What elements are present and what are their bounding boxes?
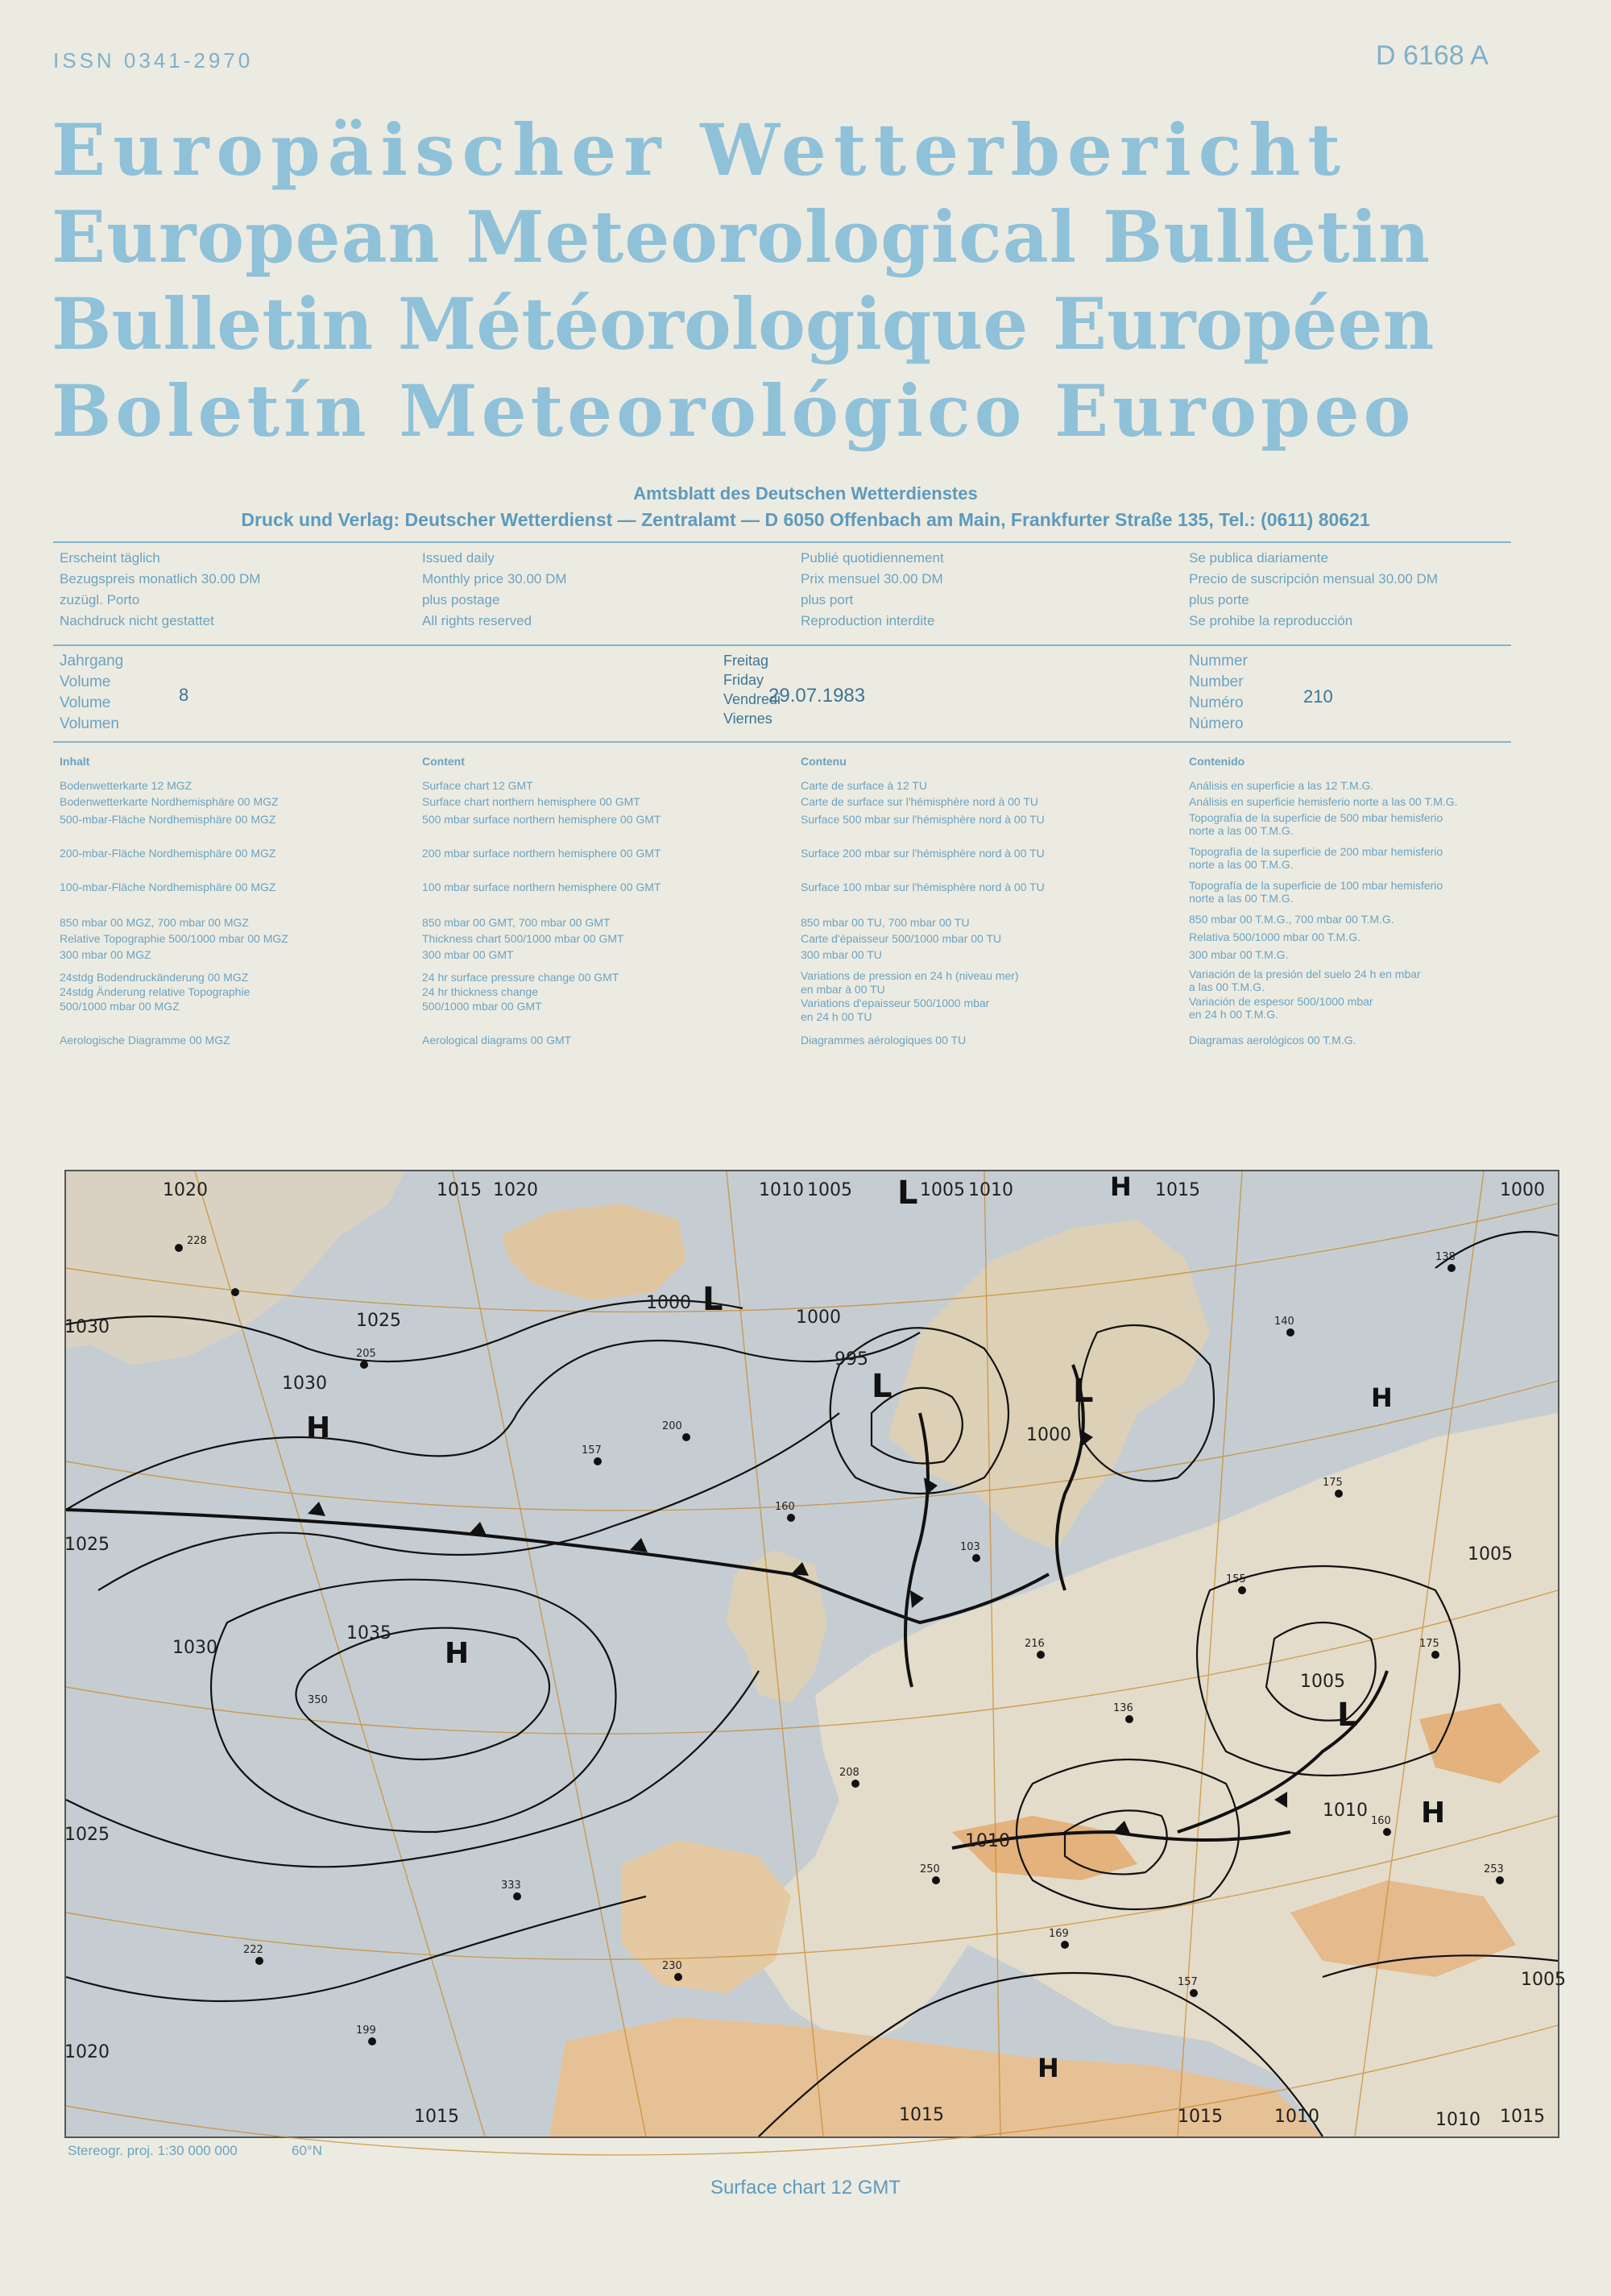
contents-item: 500/1000 mbar 00 GMT [422, 1000, 542, 1013]
title-french: Bulletin Météorologique Européen [52, 282, 1435, 366]
svg-text:140: 140 [1274, 1316, 1294, 1328]
isobar-label: 1010 [1274, 2107, 1319, 2127]
title-german: Europäischer Wetterbericht [52, 108, 1348, 192]
sub-en-line: All rights reserved [422, 613, 532, 628]
scandinavia-land [888, 1220, 1210, 1550]
sub-de-line: Nachdruck nicht gestattet [60, 613, 214, 628]
divider [53, 541, 1511, 543]
svg-text:200: 200 [662, 1420, 682, 1432]
high-center: H [1110, 1171, 1132, 1202]
contents-item: 500/1000 mbar 00 MGZ [60, 1000, 180, 1013]
contents-item: 300 mbar 00 GMT [422, 948, 514, 961]
day-label: Friday [723, 672, 764, 688]
isobar-label: 1015 [899, 2105, 944, 2125]
contents-item: Surface 100 mbar sur l'hémisphère nord à 00 TU [801, 881, 1045, 893]
svg-text:160: 160 [775, 1501, 795, 1513]
contents-item: 100-mbar-Fläche Nordhemisphäre 00 MGZ [60, 881, 276, 893]
contents-item: Carte de surface à 12 TU [801, 779, 927, 792]
isobar-label: 1030 [64, 1317, 110, 1337]
contents-item: Relativa 500/1000 mbar 00 T.M.G. [1189, 930, 1360, 943]
sub-fr-line: plus port [801, 592, 854, 607]
isobar-label: 1005 [920, 1180, 965, 1200]
sub-de-line: zuzügl. Porto [60, 592, 140, 607]
sub-en-line: Issued daily [422, 550, 495, 566]
contents-item: Variación de la presión del suelo 24 h en mbar [1189, 968, 1421, 980]
contents-item: 850 mbar 00 TU, 700 mbar 00 TU [801, 916, 970, 929]
iceland-land [501, 1204, 686, 1300]
contents-item: 500-mbar-Fläche Nordhemisphäre 00 MGZ [60, 813, 276, 826]
contents-item: Bodenwetterkarte Nordhemisphäre 00 MGZ [60, 795, 279, 808]
contents-item: Topografía de la superficie de 200 mbar hemisferio [1189, 845, 1443, 858]
isobar-label: 1005 [1468, 1544, 1513, 1565]
contents-item: norte a las 00 T.M.G. [1189, 824, 1294, 837]
svg-text:175: 175 [1323, 1477, 1343, 1489]
contents-item: en mbar à 00 TU [801, 983, 885, 996]
contents-item: 850 mbar 00 GMT, 700 mbar 00 GMT [422, 916, 611, 929]
svg-text:155: 155 [1226, 1573, 1246, 1585]
contents-item: a las 00 T.M.G. [1189, 980, 1265, 993]
isobar-label: 1000 [1500, 1180, 1545, 1200]
contents-item: Relative Topographie 500/1000 mbar 00 MGZ [60, 932, 288, 945]
high-center: H [306, 1411, 331, 1444]
surface-chart-map [64, 1170, 1566, 2138]
divider [53, 741, 1511, 743]
contents-item: Variations de pression en 24 h (niveau mer) [801, 969, 1019, 982]
contents-item: 100 mbar surface northern hemisphere 00 GMT [422, 881, 661, 893]
svg-text:253: 253 [1484, 1863, 1504, 1875]
publisher-line-2: Druck und Verlag: Deutscher Wetterdienst — Zentralamt — D 6050 Offenbach am Main, Frankfurter Straße 135, Tel.: (0611) 80621 [241, 509, 1370, 530]
isobar-label: 1000 [1026, 1425, 1071, 1445]
contents-heading: Content [422, 755, 465, 768]
svg-text:216: 216 [1025, 1638, 1045, 1650]
isobar-label: 1000 [646, 1293, 691, 1313]
contents-heading: Contenu [801, 755, 847, 768]
divider [53, 644, 1511, 646]
isobar-label: 1010 [965, 1831, 1010, 1851]
contents-item: norte a las 00 T.M.G. [1189, 892, 1294, 905]
sub-en-line: Monthly price 30.00 DM [422, 571, 567, 586]
svg-text:136: 136 [1113, 1702, 1133, 1714]
continental-europe-land [759, 1413, 1558, 2136]
svg-text:175: 175 [1419, 1638, 1439, 1650]
sub-de-line: Erscheint täglich [60, 550, 160, 566]
isobar-label: 1010 [1323, 1801, 1368, 1821]
contents-heading: Contenido [1189, 755, 1245, 768]
contents-item: Surface chart 12 GMT [422, 779, 533, 792]
title-spanish: Boletín Meteorológico Europeo [52, 369, 1415, 453]
number-label: Número [1189, 715, 1244, 732]
svg-text:333: 333 [501, 1879, 521, 1892]
low-center: L [1073, 1373, 1094, 1410]
isobar-label: 1010 [968, 1180, 1013, 1200]
isobar-label: 1025 [356, 1311, 401, 1331]
contents-item: Diagramas aerológicos 00 T.M.G. [1189, 1034, 1356, 1046]
contents-item: en 24 h 00 TU [801, 1010, 872, 1023]
contents-item: Topografía de la superficie de 100 mbar hemisferio [1189, 879, 1443, 892]
contents-french [801, 754, 1171, 1060]
contents-item: Análisis en superficie a las 12 T.M.G. [1189, 779, 1374, 792]
isobar-label: 1020 [163, 1180, 208, 1200]
chart-caption: Surface chart 12 GMT [710, 2177, 901, 2199]
number-label: Number [1189, 673, 1244, 690]
sub-es-line: plus porte [1189, 592, 1249, 607]
sub-es-line: Precio de suscripción mensual 30.00 DM [1189, 571, 1438, 586]
surface-chart-svg [64, 1171, 1566, 2136]
contents-item: 200-mbar-Fläche Nordhemisphäre 00 MGZ [60, 847, 276, 860]
isobar-label: 1015 [1155, 1180, 1200, 1200]
isobar-label: 1015 [437, 1180, 482, 1200]
issue-date: 29.07.1983 [768, 685, 866, 707]
contents-heading: Inhalt [60, 755, 90, 768]
contents-item: norte a las 00 T.M.G. [1189, 858, 1294, 871]
isobar-label: 1010 [759, 1180, 804, 1200]
isobar-label: 1015 [1500, 2107, 1545, 2127]
sub-de-line: Bezugspreis monatlich 30.00 DM [60, 571, 261, 586]
low-center: L [897, 1175, 918, 1212]
contents-item: 850 mbar 00 MGZ, 700 mbar 00 MGZ [60, 916, 249, 929]
high-center: H [1421, 1797, 1446, 1830]
isobar-label: 1025 [64, 1825, 110, 1845]
masthead-titles [52, 106, 1526, 454]
sub-es-line: Se publica diariamente [1189, 550, 1328, 566]
sub-fr-line: Reproduction interdite [801, 613, 935, 628]
volume-label: Volume [60, 694, 111, 711]
contents-item: Topografía de la superficie de 500 mbar hemisferio [1189, 811, 1443, 824]
contents-item: Variations d'epaisseur 500/1000 mbar [801, 997, 990, 1009]
isobar-label: 1005 [1300, 1672, 1345, 1692]
svg-text:250: 250 [920, 1863, 940, 1875]
svg-text:103: 103 [960, 1541, 980, 1553]
day-label: Freitag [723, 653, 769, 669]
number-label: Nummer [1189, 653, 1248, 669]
isobar-label: 1030 [172, 1638, 217, 1658]
contents-item: 24 hr surface pressure change 00 GMT [422, 971, 619, 984]
low-center: L [702, 1281, 723, 1318]
isobar-label: 1005 [807, 1180, 852, 1200]
greenland-land [66, 1171, 404, 1365]
contents-spanish [1189, 754, 1559, 1060]
issue-number: 210 [1303, 686, 1333, 707]
volume-value: 8 [179, 685, 189, 705]
isobar-label: 1030 [282, 1374, 327, 1394]
isobar-label: 1020 [493, 1180, 538, 1200]
high-center: H [1371, 1382, 1393, 1413]
contents-english [422, 754, 760, 1060]
isobar-label: 1020 [64, 2042, 110, 2062]
latitude-note: 60°N [292, 2143, 322, 2158]
contents-item: 500 mbar surface northern hemisphere 00 GMT [422, 813, 661, 826]
contents-item: 300 mbar 00 TU [801, 948, 882, 961]
sub-fr-line: Prix mensuel 30.00 DM [801, 571, 943, 586]
contents-item: Diagrammes aérologiques 00 TU [801, 1034, 967, 1046]
contents-item: Aerological diagrams 00 GMT [422, 1034, 572, 1046]
volume-label: Jahrgang [60, 653, 124, 669]
title-english: European Meteorological Bulletin [52, 195, 1431, 279]
publisher-line-1: Amtsblatt des Deutschen Wetterdienstes [633, 483, 978, 504]
subscription-german [60, 548, 260, 632]
subscription-french [801, 548, 944, 632]
low-center: L [1337, 1697, 1358, 1734]
isobar-label: 995 [834, 1349, 868, 1370]
contents-item: 24stdg Bodendruckänderung 00 MGZ [60, 971, 249, 984]
projection-note: Stereogr. proj. 1:30 000 000 [68, 2143, 238, 2158]
svg-text:230: 230 [662, 1960, 682, 1972]
svg-text:205: 205 [356, 1348, 376, 1360]
svg-text:199: 199 [356, 2025, 376, 2037]
contents-item: Variación de espesor 500/1000 mbar [1189, 995, 1373, 1008]
number-label: Numéro [1189, 694, 1244, 711]
isobar-label: 1005 [1521, 1970, 1566, 1990]
isobar-label: 1010 [1435, 2110, 1481, 2130]
svg-text:350: 350 [308, 1694, 328, 1706]
contents-item: 300 mbar 00 MGZ [60, 948, 151, 961]
contents-item: Surface chart northern hemisphere 00 GMT [422, 795, 640, 808]
high-center: H [1037, 2053, 1059, 2083]
contents-item: Bodenwetterkarte 12 MGZ [60, 779, 193, 792]
volume-label: Volumen [60, 715, 119, 732]
number-labels [1189, 651, 1248, 735]
low-center: L [872, 1368, 892, 1405]
day-label: Vendredi [723, 691, 781, 707]
high-center: H [445, 1637, 470, 1670]
contents-item: 850 mbar 00 T.M.G., 700 mbar 00 T.M.G. [1189, 913, 1394, 926]
subscription-english [422, 548, 567, 632]
volume-labels [60, 651, 123, 735]
isobar-label: 1025 [64, 1535, 110, 1555]
contents-item: 24stdg Änderung relative Topographie [60, 985, 251, 998]
contents-item: Surface 200 mbar sur l'hémisphère nord à 00 TU [801, 847, 1045, 860]
sub-en-line: plus postage [422, 592, 500, 607]
volume-label: Volume [60, 673, 111, 690]
svg-text:157: 157 [582, 1444, 602, 1457]
svg-text:228: 228 [187, 1235, 207, 1247]
contents-item: 200 mbar surface northern hemisphere 00 GMT [422, 847, 661, 860]
svg-text:138: 138 [1435, 1251, 1456, 1263]
contents-item: Thickness chart 500/1000 mbar 00 GMT [422, 932, 624, 945]
contents-table [60, 754, 1518, 1060]
svg-text:157: 157 [1178, 1976, 1198, 1988]
svg-text:160: 160 [1371, 1815, 1391, 1827]
subscription-spanish [1189, 548, 1438, 632]
contents-item: 300 mbar 00 T.M.G. [1189, 948, 1289, 961]
contents-item: Surface 500 mbar sur l'hémisphère nord à 00 TU [801, 813, 1045, 826]
contents-item: Carte d'épaisseur 500/1000 mbar 00 TU [801, 932, 1002, 945]
isobar-label: 1015 [414, 2107, 459, 2127]
contents-item: 24 hr thickness change [422, 985, 538, 998]
publication-code: D 6168 A [1376, 40, 1489, 71]
contents-item: en 24 h 00 T.M.G. [1189, 1008, 1279, 1021]
isobar-label: 1035 [346, 1623, 391, 1643]
isobar-label: 1015 [1178, 2107, 1223, 2127]
issn: ISSN 0341-2970 [53, 48, 254, 73]
svg-text:208: 208 [839, 1767, 859, 1779]
isobar-label: 1000 [796, 1308, 841, 1328]
contents-item: Análisis en superficie hemisferio norte a las 00 T.M.G. [1189, 795, 1458, 808]
contents-german [60, 754, 398, 1060]
sub-es-line: Se prohibe la reproducción [1189, 613, 1353, 628]
sub-fr-line: Publié quotidiennement [801, 550, 944, 566]
contents-item: Carte de surface sur l'hémisphère nord à 00 TU [801, 795, 1039, 808]
svg-text:222: 222 [243, 1944, 263, 1956]
contents-item: Aerologische Diagramme 00 MGZ [60, 1034, 230, 1046]
svg-text:169: 169 [1049, 1928, 1069, 1940]
day-label: Viernes [723, 711, 772, 727]
